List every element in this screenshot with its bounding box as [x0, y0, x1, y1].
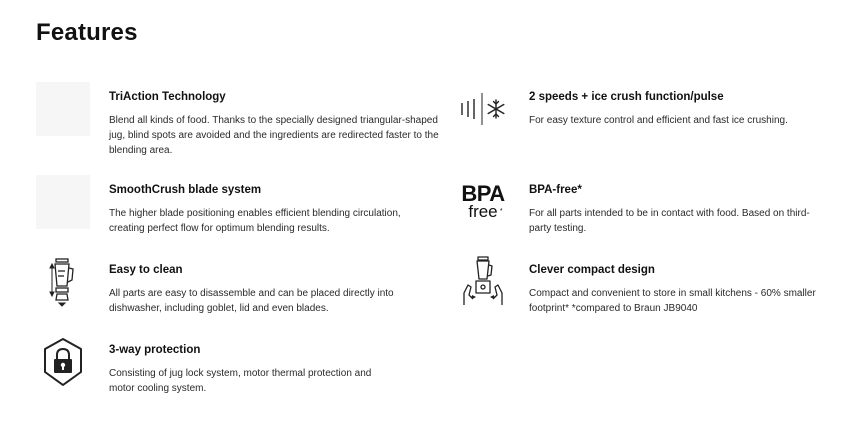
feature-3way-protection: [109, 343, 399, 396]
feature-bpa-free: [461, 181, 829, 236]
feature-description: The higher blade positioning enables efficient blending circulation, creating perfect flow for optimum blending results.: [109, 208, 401, 234]
feature-title: 3-way protection: [109, 344, 201, 356]
bpa-icon-text: BPA: [461, 181, 505, 206]
feature-title: 2 speeds + ice crush function/pulse: [529, 91, 724, 103]
placeholder-icon: [36, 82, 90, 136]
feature-title: Easy to clean: [109, 264, 183, 276]
placeholder-icon: [36, 175, 90, 229]
feature-description: For easy texture control and efficient and fast ice crushing.: [529, 115, 788, 126]
feature-title: SmoothCrush blade system: [109, 184, 262, 196]
page-title: Features: [36, 19, 138, 46]
shield-lock-icon: [36, 335, 90, 389]
free-icon-text: free: [468, 202, 498, 221]
feature-easy-clean: [109, 263, 439, 316]
feature-compact-design: [529, 263, 839, 316]
bpa-icon-mark: *: [499, 208, 503, 215]
feature-description: For all parts intended to be in contact with food. Based on third-party testing.: [529, 208, 810, 234]
bpa-free-icon: [456, 175, 510, 229]
feature-speeds: [529, 90, 839, 128]
feature-description: Consisting of jug lock system, motor thermal protection and motor cooling system.: [109, 368, 372, 394]
feature-title: Clever compact design: [529, 264, 655, 276]
feature-title: TriAction Technology: [109, 91, 226, 103]
feature-description: All parts are easy to disassemble and can be placed directly into dishwasher, including goblet, lid and even blades.: [109, 288, 394, 314]
speeds-snowflake-icon: [456, 82, 510, 136]
blender-hands-icon: [456, 255, 510, 309]
blender-parts-icon: [36, 255, 90, 309]
feature-title: BPA-free*: [529, 184, 582, 196]
feature-description: Compact and convenient to store in small kitchens - 60% smaller footprint* *compared to Braun JB9040: [529, 288, 816, 314]
feature-description: Blend all kinds of food. Thanks to the specially designed triangular-shaped jug, blind spots are avoided and the ingredients are redirected faster to the blending area.: [109, 115, 439, 156]
feature-smoothcrush: [109, 183, 439, 236]
feature-triaction: [109, 90, 439, 158]
